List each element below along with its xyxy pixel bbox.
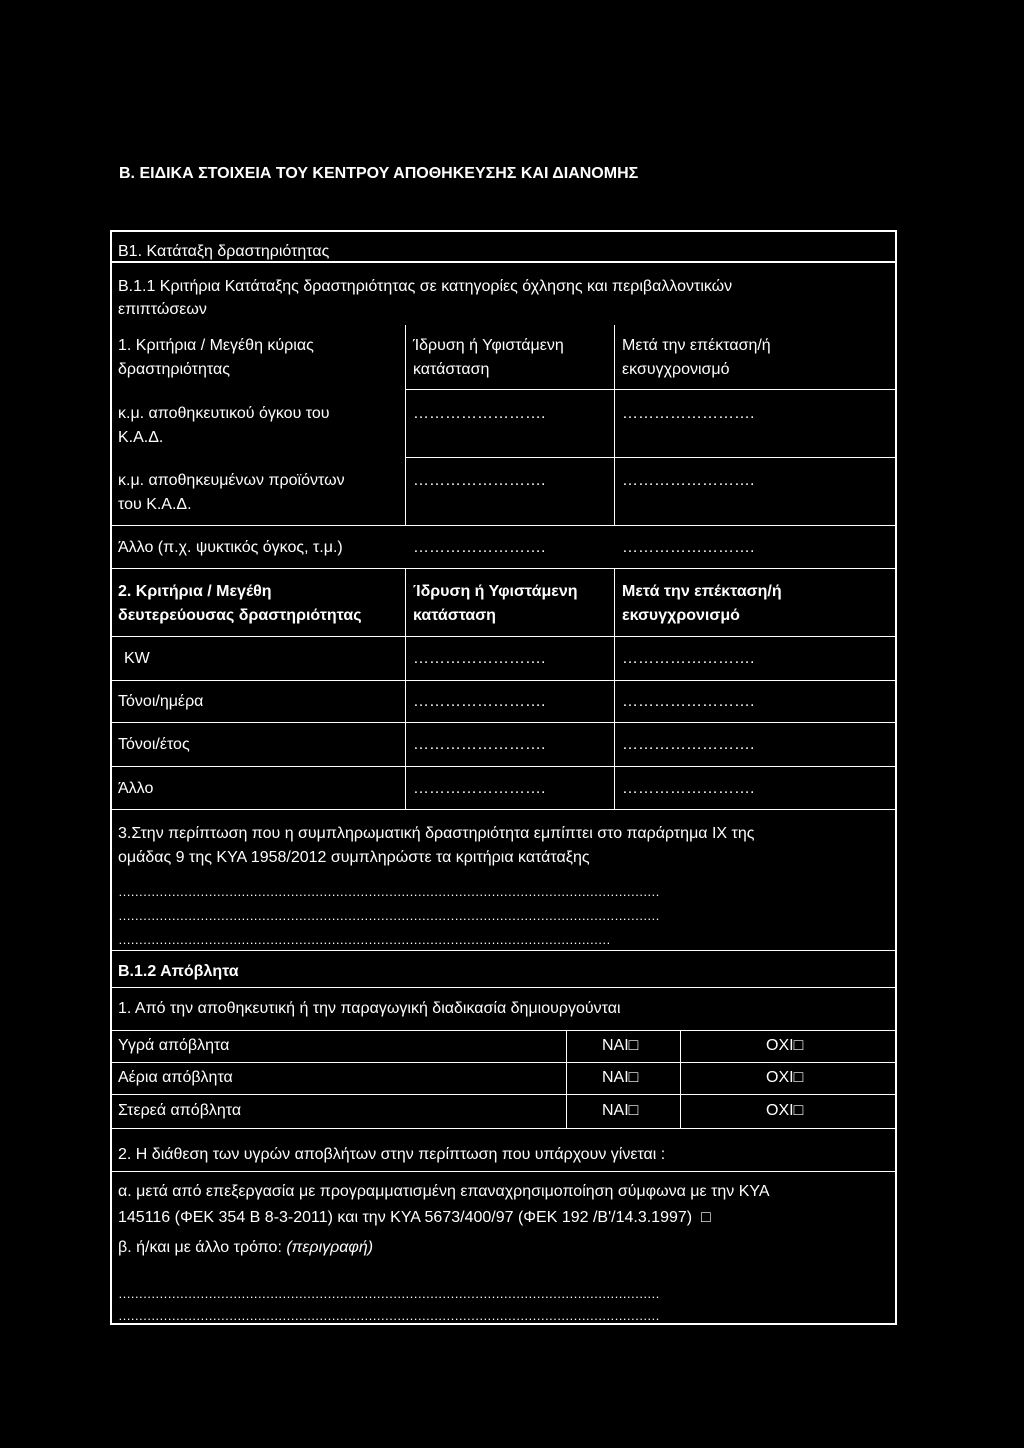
b12-title: Β.1.2 Απόβλητα [118, 963, 239, 980]
b1-title: Β1. Κατάταξη δραστηριότητας [118, 243, 330, 260]
form-border-top [110, 230, 897, 232]
waste-liquid-yes-checkbox[interactable]: ΝΑΙ□ [602, 1037, 639, 1054]
table2-row-kw-value2[interactable]: ……………………. [622, 650, 755, 667]
table2-hline-top [110, 568, 897, 569]
table1-row3-value2[interactable]: ……………………. [622, 539, 755, 556]
waste-liquid-label: Υγρά απόβλητα [118, 1037, 230, 1054]
waste-table-hline1 [110, 1030, 897, 1031]
description-fill-line1[interactable]: …………………………………………………………………………………………………………………… [118, 1286, 660, 1301]
waste-gas-yes-checkbox[interactable]: ΝΑΙ□ [602, 1069, 639, 1086]
table1-header-col3-2: εκσυγχρονισμό [622, 361, 730, 378]
waste-table-hline4 [110, 1128, 897, 1129]
waste-question2: 2. Η διάθεση των υγρών αποβλήτων στην περίπτωση που υπάρχουν γίνεται : [118, 1146, 666, 1163]
table2-row-tpd-value1[interactable]: ……………………. [413, 693, 546, 710]
option-b [118, 1236, 373, 1259]
table1-row1-value1[interactable]: ……………………. [413, 405, 546, 422]
table2-row-tpd-value2[interactable]: ……………………. [622, 693, 755, 710]
table2-hline4 [110, 766, 897, 767]
table1-vline2 [614, 325, 615, 525]
table2-header-col2-2: κατάσταση [413, 607, 496, 624]
table1-row2-value1[interactable]: ……………………. [413, 472, 546, 489]
table1-hline2 [405, 457, 895, 458]
table1-header-criteria-1: 1. Κριτήρια / Μεγέθη κύριας [118, 337, 314, 354]
waste-table-hline3 [110, 1094, 897, 1095]
waste-solid-no-checkbox[interactable]: ΟΧΙ□ [766, 1102, 804, 1119]
table2-row-kw-label: KW [124, 650, 150, 667]
section-title: Β. ΕΙΔΙΚΑ ΣΤΟΙΧΕΙΑ ΤΟΥ ΚΕΝΤΡΟΥ ΑΠΟΘΗΚΕΥΣΗΣ ΚΑΙ ΔΙΑΝΟΜΗΣ [119, 165, 639, 182]
waste-table-vline1 [566, 1030, 567, 1128]
table2-hline3 [110, 722, 897, 723]
option-b-description-hint: (περιγραφή) [286, 1239, 374, 1256]
table2-row-kw-value1[interactable]: ……………………. [413, 650, 546, 667]
waste-gas-label: Αέρια απόβλητα [118, 1069, 233, 1086]
table2-header-criteria-1: 2. Κριτήρια / Μεγέθη [118, 583, 272, 600]
table2-vline1 [405, 568, 406, 810]
option-a-line2 [118, 1206, 711, 1229]
table1-row3-value1[interactable]: ……………………. [413, 539, 546, 556]
table1-header-col3-1: Μετά την επέκταση/ή [622, 337, 771, 354]
table1-row2-label-1: κ.μ. αποθηκευμένων προϊόντων [118, 472, 345, 489]
waste-hline-title [110, 987, 897, 988]
table1-row1-label-1: κ.μ. αποθηκευτικού όγκου του [118, 405, 330, 422]
table2-row-tpy-value1[interactable]: ……………………. [413, 736, 546, 753]
table1-header-criteria-2: δραστηριότητας [118, 361, 230, 378]
table1-row1-label-2: Κ.Α.Δ. [118, 429, 164, 446]
table1-hline1 [405, 389, 895, 390]
waste-solid-yes-checkbox[interactable]: ΝΑΙ□ [602, 1102, 639, 1119]
b11-title-line2: επιπτώσεων [118, 301, 207, 318]
table2-row-tpy-label: Τόνοι/έτος [118, 736, 190, 753]
crit3-fill-line3[interactable]: ………………………………………………………………………………………………………… [118, 932, 611, 947]
description-fill-line2[interactable]: …………………………………………………………………………………………………………………… [118, 1308, 660, 1323]
crit3-fill-line1[interactable]: …………………………………………………………………………………………………………………… [118, 884, 660, 899]
form-border-left [110, 230, 112, 1325]
table1-vline1 [405, 325, 406, 525]
b11-title-line1: Β.1.1 Κριτήρια Κατάταξης δραστηριότητας σε κατηγορίες όχλησης και περιβαλλοντικών [118, 278, 733, 295]
table2-header-col2-1: Ίδρυση ή Υφιστάμενη [413, 583, 578, 600]
option-a-line2-text: 145116 (ΦΕΚ 354 Β 8-3-2011) και την ΚΥΑ 5673/400/97 (ΦΕΚ 192 /Β'/14.3.1997) [118, 1209, 693, 1226]
table2-hline5 [110, 809, 897, 810]
table2-hline1 [110, 636, 897, 637]
table2-header-criteria-2: δευτερεύουσας δραστηριότητας [118, 607, 362, 624]
table2-row-tpd-label: Τόνοι/ημέρα [118, 693, 204, 710]
waste-hline-q2 [110, 1171, 897, 1172]
table2-header-col3-2: εκσυγχρονισμό [622, 607, 740, 624]
table1-hline3 [110, 525, 897, 526]
option-a-checkbox[interactable]: □ [701, 1209, 711, 1226]
table2-vline2 [614, 568, 615, 810]
waste-gas-no-checkbox[interactable]: ΟΧΙ□ [766, 1069, 804, 1086]
table1-header-col2-1: Ίδρυση ή Υφιστάμενη [413, 337, 564, 354]
table1-row2-value2[interactable]: ……………………. [622, 472, 755, 489]
table2-hline2 [110, 680, 897, 681]
crit3-line2: ομάδας 9 της ΚΥΑ 1958/2012 συμπληρώστε τα κριτήρια κατάταξης [118, 849, 590, 866]
waste-solid-label: Στερεά απόβλητα [118, 1102, 242, 1119]
table2-row-other-label: Άλλο [118, 780, 154, 797]
option-b-label: β. ή/και με άλλο τρόπο: [118, 1239, 287, 1256]
waste-liquid-no-checkbox[interactable]: ΟΧΙ□ [766, 1037, 804, 1054]
waste-hline-top [110, 950, 897, 951]
crit3-line1: 3.Στην περίπτωση που η συμπληρωματική δραστηριότητα εμπίπτει στο παράρτημα ΙΧ της [118, 825, 755, 842]
waste-table-hline2 [110, 1062, 897, 1063]
table2-row-tpy-value2[interactable]: ……………………. [622, 736, 755, 753]
crit3-fill-line2[interactable]: …………………………………………………………………………………………………………………… [118, 908, 660, 923]
table1-row1-value2[interactable]: ……………………. [622, 405, 755, 422]
table1-row2-label-2: του Κ.Α.Δ. [118, 496, 192, 513]
option-a-line1: α. μετά από επεξεργασία με προγραμματισμένη επαναχρησιμοποίηση σύμφωνα με την ΚΥΑ [118, 1183, 770, 1200]
table2-row-other-value2[interactable]: ……………………. [622, 780, 755, 797]
table1-header-col2-2: κατάσταση [413, 361, 490, 378]
table2-header-col3-1: Μετά την επέκταση/ή [622, 583, 782, 600]
waste-table-vline2 [680, 1030, 681, 1128]
waste-question1: 1. Από την αποθηκευτική ή την παραγωγική διαδικασία δημιουργούνται [118, 1000, 621, 1017]
table1-row3-label: Άλλο (π.χ. ψυκτικός όγκος, τ.μ.) [118, 539, 343, 556]
form-border-right [895, 230, 897, 1325]
table2-row-other-value1[interactable]: ……………………. [413, 780, 546, 797]
